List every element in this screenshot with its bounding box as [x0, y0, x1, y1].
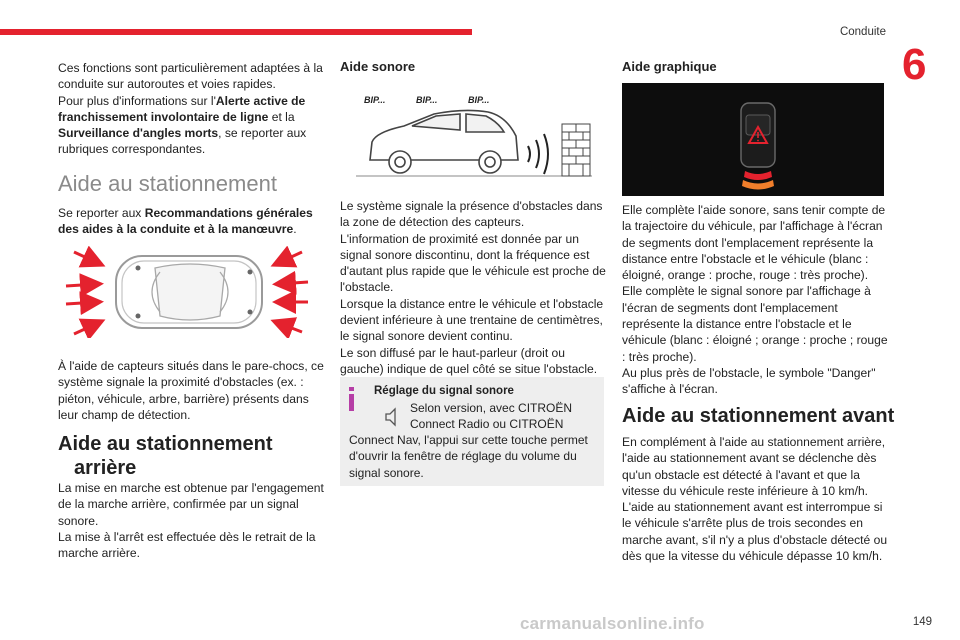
rear-section-title: Aide au stationnement arrière [58, 433, 273, 479]
sound-waves-icon [528, 134, 548, 174]
intro-reference: Pour plus d'informations sur l'Alerte active de franchissement involontaire de ligne et la Surveillance d'angles morts, se reporter aux rubriques correspondantes. [58, 93, 307, 157]
rear-section-body: La mise en marche est obtenue par l'engagement de la marche arrière, confirmée par un signal sonore. La mise à l'arrêt est effectuée dès le retrait de la marche arrière. [58, 481, 324, 561]
audio-aid-body: Le système signale la présence d'obstacles dans la zone de détection des capteurs. L'information de proximité est donnée par un signal sonore discontinu, dont la fréquence est d'autant plus rapide que le véhicule est proche de l'obstacle. Lorsque la distance entre le véhicule et l'obstacle devient inférieure à une trentaine de centimètres, le signal sonore devient continu. Le son diffusé par le haut-parleur (droit ou gauche) indique de quel côté se situe l'obstacle. [340, 199, 606, 376]
chapter-number: 6 [902, 40, 927, 89]
note-body: Connect Nav, l'appui sur cette touche permet d'ouvrir la fenêtre de réglage du volume du signal sonore. [349, 433, 588, 480]
speaker-icon [384, 407, 402, 427]
sensor-diagram [60, 246, 310, 338]
note-title: Réglage du signal sonore [374, 385, 514, 397]
info-icon [343, 387, 361, 411]
intro-paragraph: Ces fonctions sont particulièrement adaptées à la conduite sur autoroutes et voies rapides. [58, 61, 323, 92]
sound-setting-note [340, 377, 604, 486]
note-line-1: Selon version, avec CITROËN [410, 401, 573, 415]
page-number: 149 [912, 616, 932, 628]
graphic-aid-screen [622, 83, 884, 196]
recommendations-ref: Se reporter aux Recommandations générales des aides à la conduite et à la manœuvre. [58, 206, 313, 237]
header-accent-bar [0, 29, 472, 35]
sensors-paragraph: À l'aide de capteurs situés dans le pare-chocs, ce système signale la proximité d'obstacles (ex. : piéton, véhicule, arbre, barrière) présents dans leur champ de détection. [58, 359, 324, 422]
audio-aid-title: Aide sonore [340, 59, 416, 74]
car-side-icon [356, 110, 592, 176]
section-title-parking: Aide au stationnement [58, 171, 277, 196]
running-header: Conduite [839, 26, 886, 38]
brick-wall-icon [562, 124, 590, 176]
front-section-body: En complément à l'aide au stationnement arrière, l'aide au stationnement avant se déclenche dès qu'un obstacle est détecté à l'avant et que la vitesse du véhicule reste inférieure à 10 km/h. L'aide au stationnement avant est interrompue si le véhicule s'arrête plus de trois secondes en marche avant, s'il n'y a plus d'obstacle détecté ou dès que la vitesse du véhicule dépasse 10 km/h. [622, 435, 888, 564]
audio-aid-illustration [356, 102, 596, 184]
car-top-view-icon [116, 256, 262, 328]
graphic-aid-title: Aide graphique [622, 59, 717, 74]
watermark: carmanualsonline.info [520, 614, 705, 633]
bip-labels: BIP... BIP... BIP... [364, 95, 490, 105]
column-1 [58, 60, 330, 158]
front-section-title: Aide au stationnement avant [622, 405, 895, 427]
note-line-2: Connect Radio ou CITROËN [410, 417, 564, 431]
graphic-aid-body: Elle complète l'aide sonore, sans tenir compte de la trajectoire du véhicule, par l'affichage à l'écran de segments dont l'emplacement représente la distance entre l'obstacle et le véhicule (blanc : éloigné, orange : proche, rouge : très proche). Elle complète le signal sonore par l'affichage à l'écran de segments dont l'emplacement représente la distance entre l'obstacle et le véhicule (blanc : éloigné ; orange : proche ; rouge : très proche). Au plus près de l'obstacle, le symbole "Danger" s'affiche à l'écran. [622, 203, 888, 397]
